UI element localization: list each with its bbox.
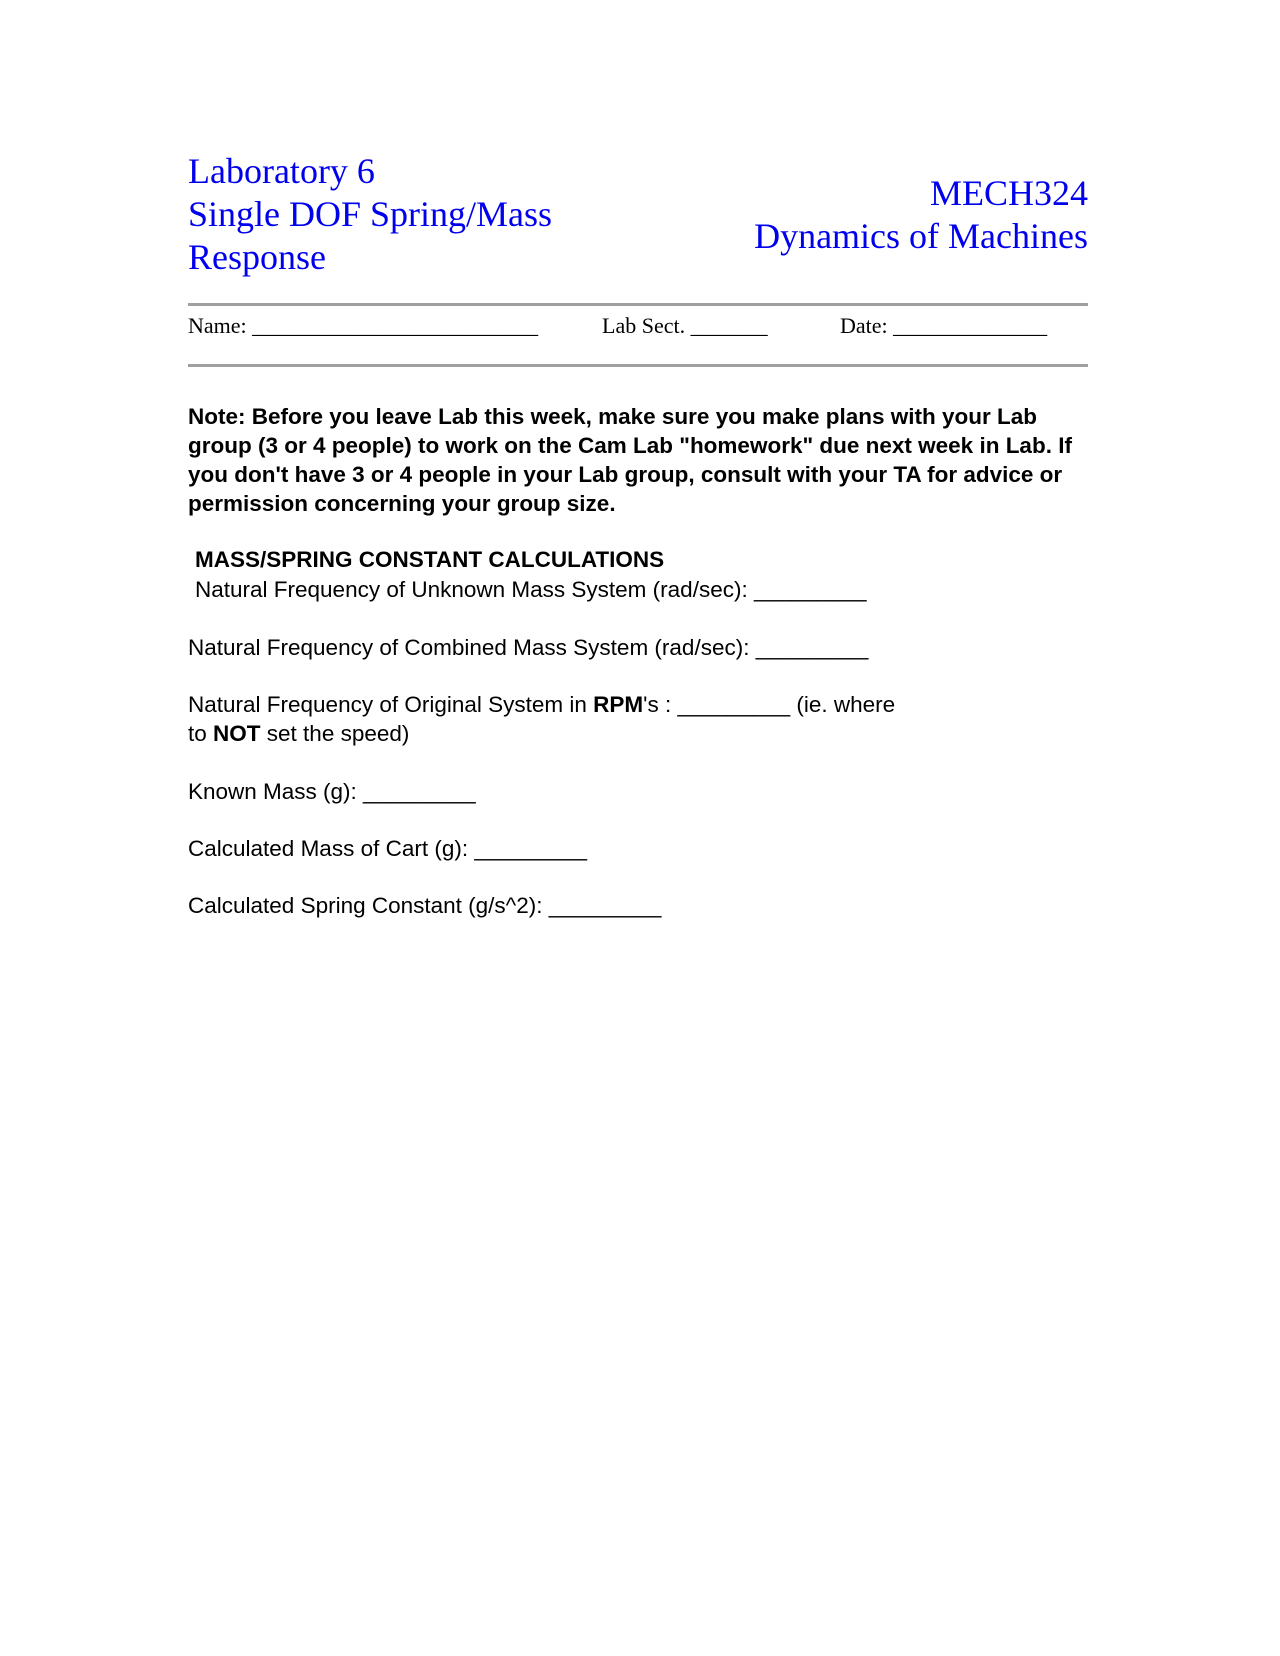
unknown-mass-frequency-field[interactable]: Natural Frequency of Unknown Mass System (rad/sec): _________ (195, 577, 867, 602)
group-note: Note: Before you leave Lab this week, make sure you make plans with your Lab group (3 or 4 people) to work on the Cam Lab "homework" due next week in Lab. If you don't have 3 or 4 people in your Lab group, consult with your TA for advice or permission concerning your group size. (188, 404, 1072, 516)
rpm-emphasis: RPM (593, 692, 644, 717)
lab-title-line-1: Laboratory 6 (188, 151, 375, 191)
name-field[interactable]: Name: __________________________ (188, 313, 539, 338)
header-rule-bottom (188, 364, 1088, 367)
lab-section-field[interactable]: Lab Sect. _______ (602, 313, 768, 338)
header-rule-top (188, 303, 1088, 306)
date-field[interactable]: Date: ______________ (840, 313, 1048, 338)
combined-mass-frequency-field[interactable]: Natural Frequency of Combined Mass System (rad/sec): _________ (188, 635, 869, 660)
original-rpm-line2-prefix: to (188, 721, 214, 746)
original-rpm-note (188, 719, 409, 748)
course-title (754, 172, 1088, 258)
original-rpm-suffix: 's : _________ (ie. where (643, 692, 896, 717)
lab-title-line-2: Single DOF Spring/Mass (188, 194, 553, 234)
original-rpm-field[interactable] (188, 690, 895, 719)
course-code: MECH324 (929, 173, 1088, 213)
original-rpm-prefix: Natural Frequency of Original System in (188, 692, 594, 717)
section-heading: MASS/SPRING CONSTANT CALCULATIONS (195, 547, 665, 572)
not-emphasis: NOT (213, 721, 261, 746)
original-rpm-line2-suffix: set the speed) (260, 721, 410, 746)
lab-title-line-3: Response (188, 237, 326, 277)
spring-constant-field[interactable]: Calculated Spring Constant (g/s^2): _________ (188, 893, 662, 918)
cart-mass-field[interactable]: Calculated Mass of Cart (g): _________ (188, 836, 587, 861)
lab-title (188, 150, 552, 279)
known-mass-field[interactable]: Known Mass (g): _________ (188, 779, 476, 804)
course-name: Dynamics of Machines (754, 216, 1088, 256)
